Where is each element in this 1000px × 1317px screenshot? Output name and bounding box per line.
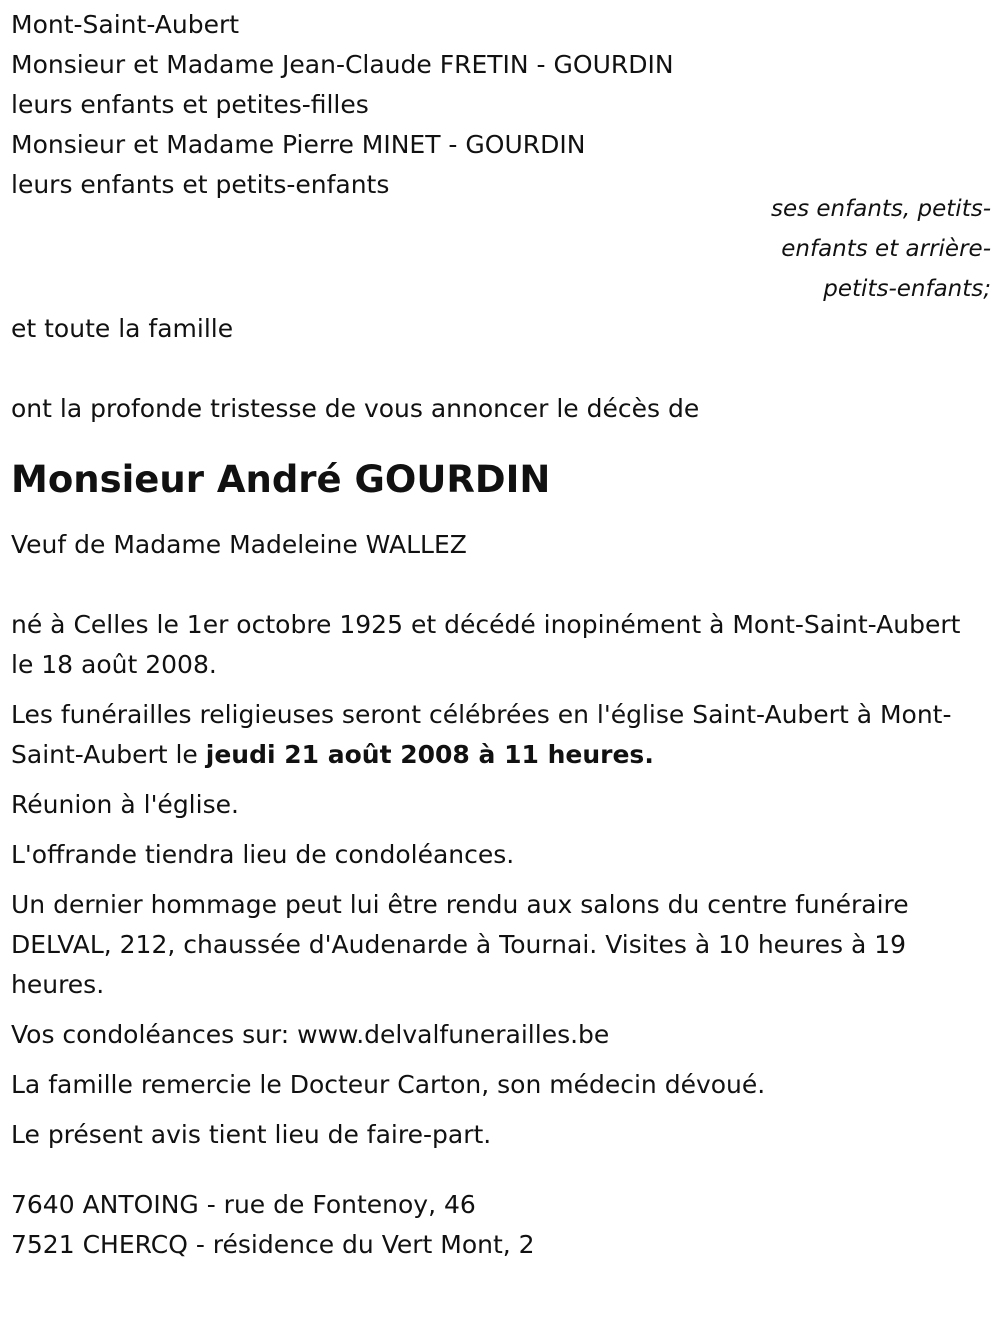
- widower-note: Veuf de Madame Madeleine WALLEZ: [11, 530, 467, 559]
- spacer: [11, 505, 991, 525]
- offering-paragraph: L'offrande tiendra lieu de condoléances.: [11, 840, 515, 869]
- address-line: 7521 CHERCQ - résidence du Vert Mont, 2: [11, 1230, 535, 1259]
- birth-death-paragraph: né à Celles le 1er octobre 1925 et décédé inopinément à Mont-Saint-Aubert le 18 août 2008.: [11, 610, 961, 679]
- family-line: leurs enfants et petits-enfants: [11, 170, 390, 199]
- meeting-paragraph: Réunion à l'église.: [11, 790, 239, 819]
- thanks-paragraph: La famille remercie le Docteur Carton, son médecin dévoué.: [11, 1070, 766, 1099]
- side-note-line: enfants et arrière-: [781, 236, 991, 262]
- address-line: 7640 ANTOING - rue de Fontenoy, 46: [11, 1190, 476, 1219]
- family-line: Monsieur et Madame Pierre MINET - GOURDIN: [11, 130, 586, 159]
- family-line: Mont-Saint-Aubert: [11, 10, 240, 39]
- family-closing: et toute la famille: [11, 314, 234, 343]
- side-note-line: petits-enfants;: [823, 276, 991, 302]
- tribute-paragraph: Un dernier hommage peut lui être rendu aux salons du centre funéraire DELVAL, 212, chaussée d'Audenarde à Tournai. Visites à 10 heures à 19 heures.: [11, 890, 909, 999]
- notice-paragraph: Le présent avis tient lieu de faire-part.: [11, 1120, 492, 1149]
- obituary-notice: [11, 5, 991, 1265]
- funeral-date: jeudi 21 août 2008 à 11 heures.: [205, 740, 654, 769]
- family-line: leurs enfants et petites-filles: [11, 90, 369, 119]
- side-note-line: ses enfants, petits-: [770, 196, 991, 222]
- spacer: [11, 565, 991, 605]
- funeral-intro: Les funérailles religieuses seront célébrées en l'église Saint-Aubert à Mont-Saint-Aubert le: [11, 700, 952, 769]
- deceased-name: Monsieur André GOURDIN: [11, 458, 551, 501]
- family-side-note: [11, 189, 991, 309]
- funeral-paragraph: [11, 695, 986, 775]
- spacer: [11, 349, 991, 389]
- family-header: [11, 5, 991, 205]
- condolences-paragraph: Vos condoléances sur: www.delvalfunerailles.be: [11, 1020, 610, 1049]
- spacer: [11, 1165, 991, 1185]
- addresses: [11, 1185, 991, 1265]
- family-line: Monsieur et Madame Jean-Claude FRETIN - GOURDIN: [11, 50, 674, 79]
- announcement-text: ont la profonde tristesse de vous annoncer le décès de: [11, 394, 700, 423]
